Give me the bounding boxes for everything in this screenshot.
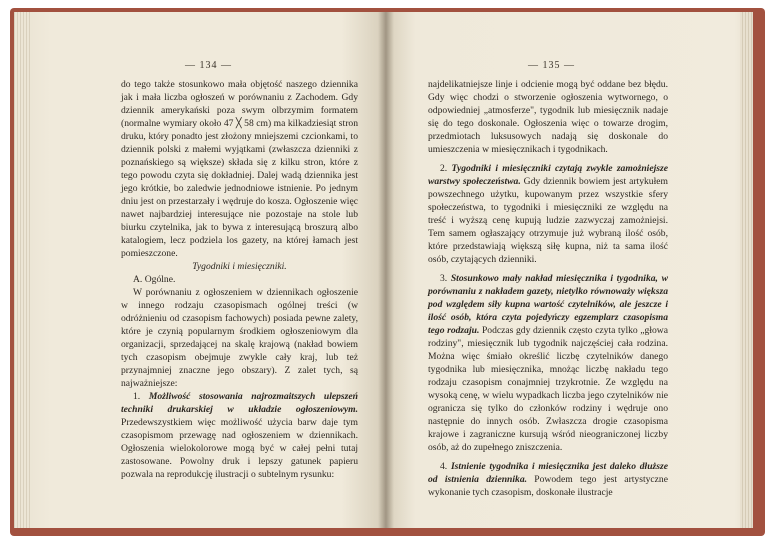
left-paragraph-2: W porównaniu z ogłoszeniem w dziennikach ogłoszenie w innego rodzaju czasopismach ogólnej treści (w odróżnieniu od czasopism fachowych) posiada pewne zalety, które je czynią popularnym środkiem ogłoszeniowym dla organizacji, sprzedającej na skalę krajową (nakład bowiem tych czasopism obejmuje zwykle cały kraj, lub też przynajmniej znaczne jego obszary). Z zalet tych, są najważniejsze:	[121, 287, 358, 389]
item-text: Powodem tego jest artystyczne wykonanie tych czasopism, doskonałe ilustracje	[428, 474, 668, 498]
item-emphasis: Tygodniki i miesięczniki czytają zwykle zamożniejsze warstwy społeczeństwa.	[428, 163, 668, 187]
right-paragraph-2	[428, 162, 668, 266]
item-text: Podczas gdy dziennik często czyta tylko „głowa rodziny", miesięcznik lub tygodnik najczęściej cała rodzina. Można więc śmiało określić liczbę czytelników danego tygodnika lub miesięcznika, mnożąc liczbę nakładu tego rodzaju czasopism conajmniej trzykrotnie. Ze względu na wysoką cenę, w wielu wypadkach liczba jego czytelników nie ogranicza się tylko do członków rodziny i wędruje ono następnie do innych osób. Zwłaszcza drogie czasopisma krajowe i zagraniczne kursują wśród nieograniczonej liczby osób, aż do zupełnego zniszczenia.	[428, 325, 668, 453]
item-number: 2.	[440, 163, 448, 174]
page-number-left: — 134 —	[185, 60, 232, 71]
left-page-text	[121, 78, 358, 481]
item-number: 1.	[133, 391, 141, 402]
right-paragraph-3	[428, 272, 668, 454]
item-emphasis: Istnienie tygodnika i miesięcznika jest daleko dłuższe od istnienia dziennika.	[428, 461, 668, 485]
left-page-edges	[14, 12, 30, 528]
subsection-heading: A. Ogólne.	[133, 274, 176, 285]
item-number: 4.	[440, 461, 448, 472]
item-emphasis: Możliwość stosowania najrozmaitszych ulepszeń techniki drukarskiej w układzie ogłoszeniowym.	[121, 391, 358, 415]
item-emphasis: Stosunkowo mały nakład miesięcznika i tygodnika,	[450, 273, 658, 284]
left-paragraph-3	[121, 390, 358, 481]
section-heading: Tygodniki i miesięczniki.	[192, 261, 287, 272]
right-page-text	[428, 78, 668, 499]
right-paragraph-1: najdelikatniejsze linje i odcienie mogą być oddane bez błędu. Gdy więc chodzi o stworzenie ogłoszenia wytwornego, o odpowiedniej „atmosferze", tygodnik lub miesięcznik nadaje się do tego doskonale. Ogłoszenia więc o towarze drogim, przedmiotach luksusowych nadają się doskonale do umieszczenia w miesięcznikach i tygodnikach.	[428, 79, 668, 155]
right-paragraph-4	[428, 460, 668, 499]
item-text: Gdy dziennik bowiem jest artykułem powszechnego użytku, kupowanym przez wszystkie sfery społeczeństwa, to tygodniki i miesięczniki ze względu na treść i wyższą cenę kupują ludzie zazwyczaj zamożniejsi. Tem samem ogłaszający otrzymuje już wybraną ilość osób, które przedstawiają większą siłę kupna, niż ta sama ilość osób, czytających dzienniki.	[428, 176, 668, 265]
book-gutter	[378, 12, 394, 528]
item-number: 3.	[440, 273, 448, 284]
item-text: Przedewszystkiem więc możliwość użycia barw daje tym czasopismom przewagę nad ogłoszeniem w dziennikach. Ogłoszenia wielokolorowe mogą być w całej pełni tutaj zastosowane. Powolny druk i lepszy gatunek papieru pozwala na reprodukcję ilustracji o subtelnym rysunku:	[121, 417, 358, 480]
left-paragraph-1: do tego także stosunkowo mała objętość naszego dziennika jak i mała liczba ogłoszeń w porównaniu z Zachodem. Gdy dziennik amerykański poza swym olbrzymim formatem (normalne wymiary około 47 ╳ 58 cm) ma kilkadziesiąt stron druku, który ponadto jest złożony mniejszemi czcionkami, to dziennik polski z małemi wyjątkami (zwłaszcza dzienniki z poznańskiego są większe) składa się z kilku stron, które z tego powodu czyta się dokładniej. Dalej wadą dziennika jest jego krótkie, bo zaledwie jednodniowe istnienie. Po jednym dniu jest on przestarzały i wędruje do kosza. Ogłoszenie więc nawet najbardziej interesujące nie pozostaje na stole lub biurku czytelnika, jak to bywa z interesującą broszurą albo katalogiem, lecz podziela los gazety, na której łamach jest pomieszczone.	[121, 79, 358, 259]
page-number-right: — 135 —	[528, 60, 575, 71]
right-page-edges	[740, 12, 752, 528]
item-emphasis-continued: w porównaniu z nakładem gazety, nietylko równoważy większa pod względem siły kupna wartość czytelników, ale jeszcze i ilość osób, która czyta pojedyńczy egzemplarz czasopisma tego rodzaju.	[428, 273, 668, 336]
